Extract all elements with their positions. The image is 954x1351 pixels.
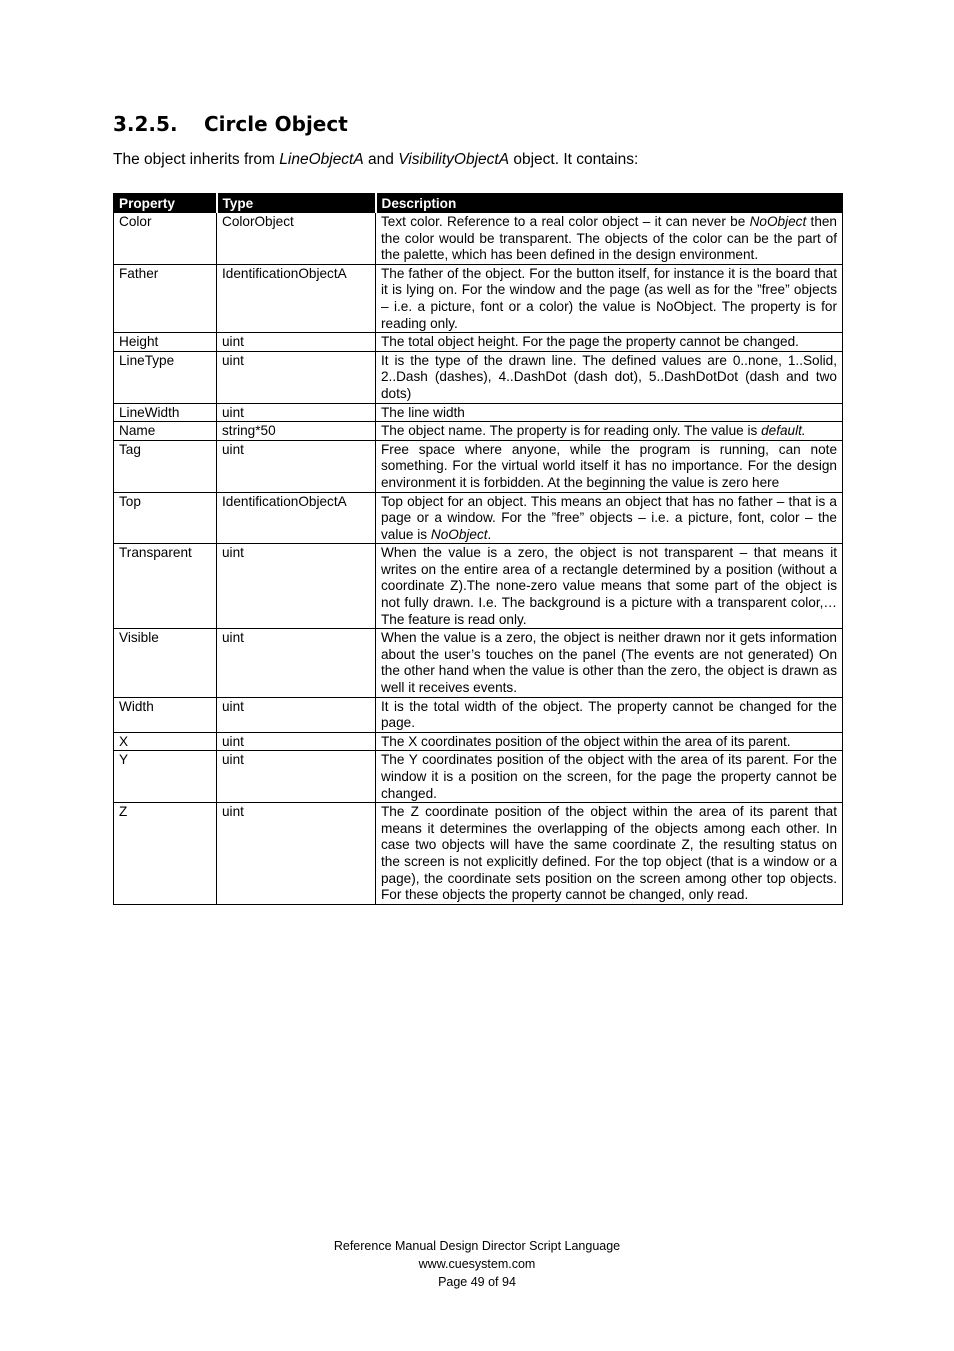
- table-header-row: [114, 193, 843, 213]
- footer-page-number: Page 49 of 94: [438, 1275, 516, 1289]
- intro-object-name: LineObjectA: [279, 151, 364, 168]
- cell-type: uint: [217, 732, 376, 751]
- page-footer: [0, 1237, 954, 1291]
- cell-property: Tag: [114, 440, 217, 492]
- footer-manual-title: Reference Manual Design Director Script Language: [333, 1239, 621, 1253]
- cell-property: Width: [114, 697, 217, 732]
- intro-text: and: [363, 151, 399, 168]
- table-row: [114, 544, 843, 629]
- cell-property: Visible: [114, 629, 217, 697]
- description-text: The object name. The property is for reading only. The value is: [381, 423, 762, 439]
- cell-type: uint: [217, 440, 376, 492]
- table-row: [114, 697, 843, 732]
- cell-property: Name: [114, 422, 217, 441]
- cell-description: [376, 213, 843, 265]
- table-row: [114, 803, 843, 905]
- cell-description: The Z coordinate position of the object within the area of its parent that means it determines the overlapping of the objects among each other. In case two objects will have the same coordinate Z, the resulting status on the screen is not explicitly defined. For the top object (that is a window or a page), the coordinate sets position on the screen among other top objects. For these objects the property cannot be changed, only read.: [376, 803, 843, 905]
- table-row: [114, 492, 843, 544]
- table-row: [114, 264, 843, 332]
- intro-object-name: VisibilityObjectA: [398, 151, 510, 168]
- cell-property: Transparent: [114, 544, 217, 629]
- cell-property: Z: [114, 803, 217, 905]
- cell-description: The line width: [376, 403, 843, 422]
- properties-table: [113, 193, 843, 905]
- table-row: [114, 732, 843, 751]
- cell-description: It is the type of the drawn line. The defined values are 0..none, 1..Solid, 2..Dash (dashes), 4..DashDot (dash dot), 5..DashDotDot (dash and two dots): [376, 351, 843, 403]
- description-emphasis: NoObject: [430, 526, 488, 542]
- footer-website: www.cuesystem.com: [418, 1257, 536, 1271]
- table-row: [114, 213, 843, 265]
- cell-type: uint: [217, 751, 376, 803]
- section-number: 3.2.5.: [113, 112, 178, 136]
- cell-description: When the value is a zero, the object is not transparent – that means it writes on the entire area of a rectangle determined by a position (without a coordinate Z).The none-zero value means that some part of the object is not fully drawn. I.e. The background is a picture with a transparent color,…The feature is read only.: [376, 544, 843, 629]
- description-emphasis: NoObject: [749, 214, 807, 229]
- cell-type: uint: [217, 803, 376, 905]
- cell-property: LineType: [114, 351, 217, 403]
- section-title: Circle Object: [204, 112, 348, 136]
- table-row: [114, 440, 843, 492]
- cell-property: Father: [114, 264, 217, 332]
- cell-type: IdentificationObjectA: [217, 492, 376, 544]
- intro-text: The object inherits from: [113, 151, 280, 168]
- table-row: [114, 351, 843, 403]
- cell-type: uint: [217, 333, 376, 352]
- cell-type: ColorObject: [217, 213, 376, 265]
- table-row: [114, 333, 843, 352]
- header-type: Type: [217, 193, 376, 213]
- description-text: Top object for an object. This means an object that has no father – that is a page or a window. For the ”free” objects – i.e. a picture, font, color – the value is: [381, 493, 837, 542]
- cell-type: uint: [217, 629, 376, 697]
- cell-description: The father of the object. For the button itself, for instance it is the board that it is lying on. For the window and the page (as well as for the ”free” objects – i.e. a picture, font or a color) the value is NoObject. The property is for reading only.: [376, 264, 843, 332]
- cell-description: It is the total width of the object. The property cannot be changed for the page.: [376, 697, 843, 732]
- cell-type: uint: [217, 697, 376, 732]
- cell-property: X: [114, 732, 217, 751]
- cell-type: IdentificationObjectA: [217, 264, 376, 332]
- cell-property: Color: [114, 213, 217, 265]
- table-row: [114, 422, 843, 441]
- cell-property: Height: [114, 333, 217, 352]
- header-description: Description: [376, 193, 843, 213]
- intro-text: object. It contains:: [509, 151, 639, 168]
- description-text: .: [487, 526, 492, 542]
- cell-type: uint: [217, 544, 376, 629]
- cell-description: The Y coordinates position of the object with the area of its parent. For the window it is a position on the screen, for the page the property cannot be changed.: [376, 751, 843, 803]
- cell-property: LineWidth: [114, 403, 217, 422]
- header-property: Property: [114, 193, 217, 213]
- table-row: [114, 403, 843, 422]
- description-emphasis: default.: [761, 423, 806, 439]
- cell-description: [376, 492, 843, 544]
- cell-description: The total object height. For the page the property cannot be changed.: [376, 333, 843, 352]
- cell-description: The X coordinates position of the object within the area of its parent.: [376, 732, 843, 751]
- cell-description: When the value is a zero, the object is neither drawn nor it gets information about the user’s touches on the panel (The events are not generated) On the other hand when the value is other than the zero, the object is drawn as well it receives events.: [376, 629, 843, 697]
- cell-description: Free space where anyone, while the program is running, can note something. For the virtual world itself it has no importance. For the design environment it is forbidden. At the beginning the value is zero here: [376, 440, 843, 492]
- description-text: then the color would be transparent. The objects of the color can be the part of the palette, which has been defined in the design environment.: [381, 214, 837, 263]
- cell-type: uint: [217, 351, 376, 403]
- section-heading: [113, 112, 348, 136]
- cell-property: Y: [114, 751, 217, 803]
- table-row: [114, 629, 843, 697]
- cell-description: [376, 422, 843, 441]
- cell-type: uint: [217, 403, 376, 422]
- intro-paragraph: [113, 151, 638, 169]
- cell-property: Top: [114, 492, 217, 544]
- description-text: Text color. Reference to a real color object – it can never be: [381, 214, 750, 229]
- cell-type: string*50: [217, 422, 376, 441]
- table-row: [114, 751, 843, 803]
